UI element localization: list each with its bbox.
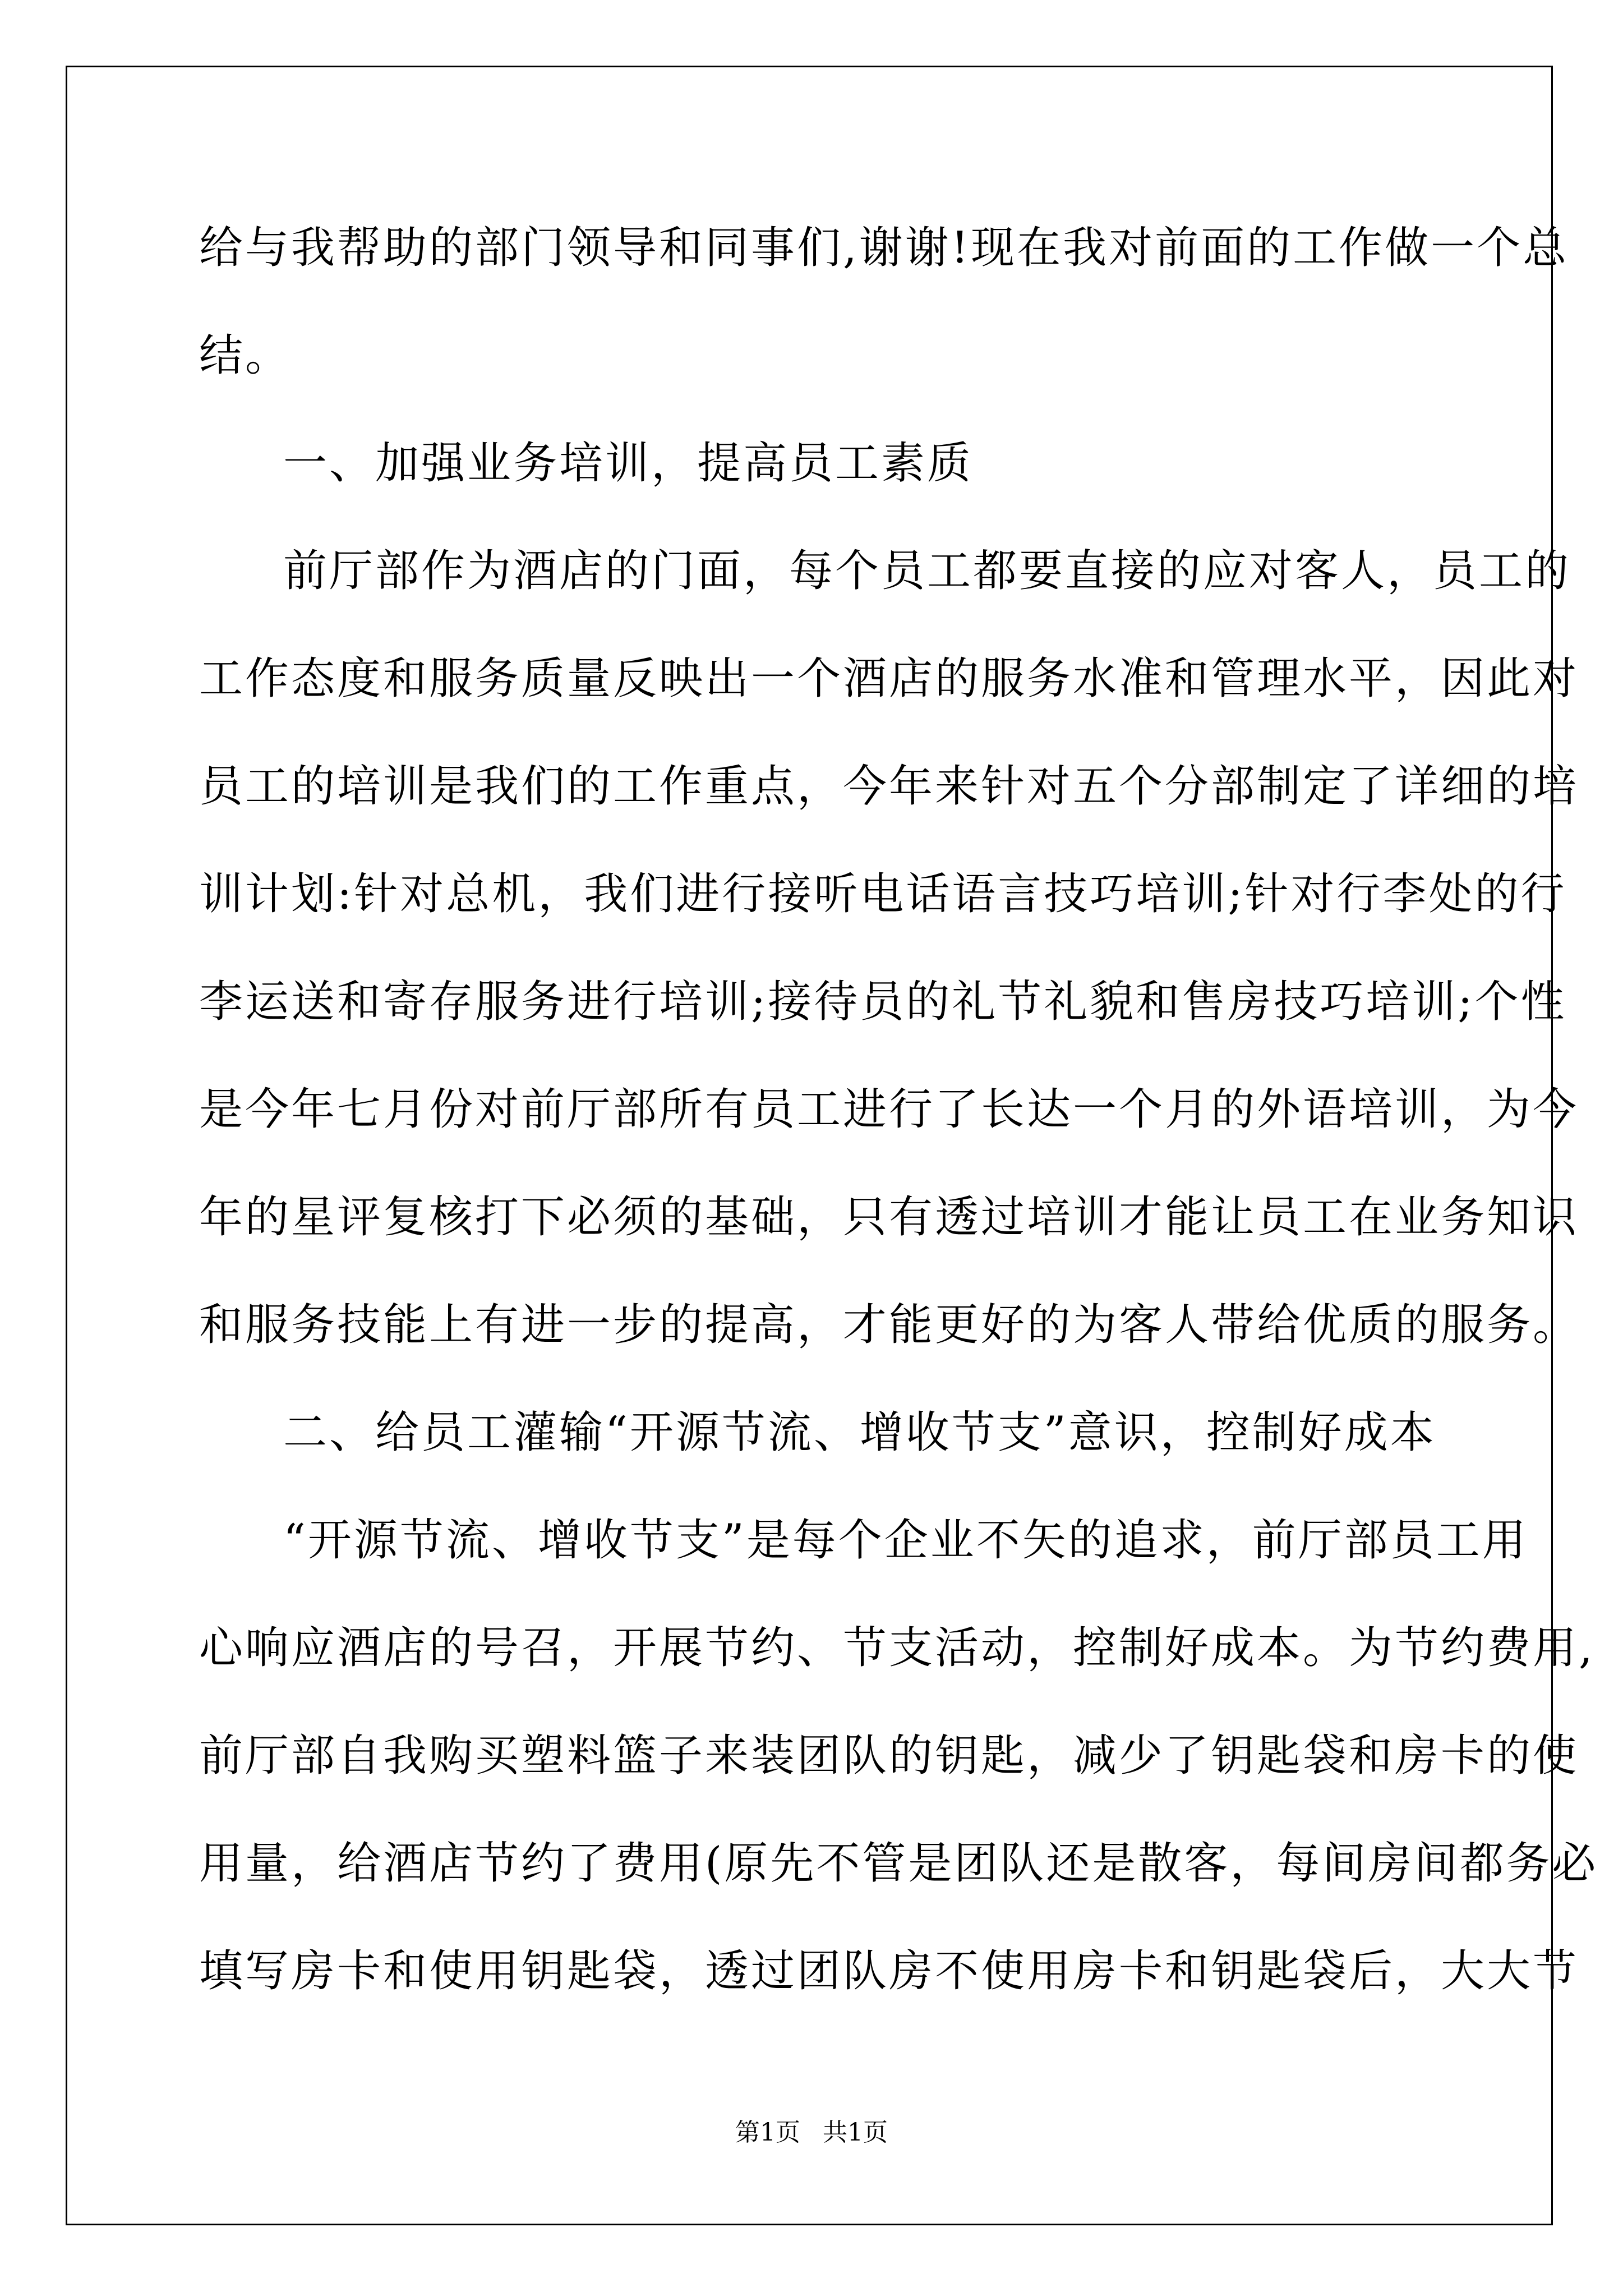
text-line: “开源节流、增收节支”是每个企业不矢的追求，前厅部员工用 (283, 1515, 1528, 1566)
page-footer (0, 2116, 1623, 2150)
text-line: 和服务技能上有进一步的提高，才能更好的为客人带给优质的服务。 (199, 1300, 1579, 1350)
text-line: 员工的培训是我们的工作重点，今年来针对五个分部制定了详细的培 (199, 761, 1579, 812)
text-line: 是今年七月份对前厅部所有员工进行了长达一个月的外语培训，为今 (199, 1084, 1579, 1135)
page-number: 第1页 (735, 2118, 800, 2147)
text-line: 前厅部自我购买塑料篮子来装团队的钥匙，减少了钥匙袋和房卡的使 (199, 1731, 1579, 1781)
page-border (66, 66, 1553, 2225)
text-line: 前厅部作为酒店的门面，每个员工都要直接的应对客人，员工的 (283, 546, 1571, 596)
section-heading: 一、加强业务培训，提高员工素质 (283, 438, 974, 489)
section-heading: 二、给员工灌输“开源节流、增收节支”意识，控制好成本 (283, 1407, 1436, 1458)
text-line: 用量，给酒店节约了费用(原先不管是团队还是散客，每间房间都务必 (199, 1838, 1598, 1889)
text-line: 年的星评复核打下必须的基础，只有透过培训才能让员工在业务知识 (199, 1192, 1579, 1243)
text-line: 结。 (199, 330, 292, 381)
text-line: 李运送和寄存服务进行培训;接待员的礼节礼貌和售房技巧培训;个性 (199, 977, 1567, 1027)
text-line: 填写房卡和使用钥匙袋，透过团队房不使用房卡和钥匙袋后，大大节 (199, 1946, 1579, 1996)
text-line: 工作态度和服务质量反映出一个酒店的服务水准和管理水平，因此对 (199, 654, 1579, 704)
text-line: 心响应酒店的号召，开展节约、节支活动，控制好成本。为节约费用, (199, 1623, 1595, 1673)
text-line: 训计划:针对总机，我们进行接听电话语言技巧培训;针对行李处的行 (199, 869, 1567, 919)
text-line: 给与我帮助的部门领导和同事们,谢谢!现在我对前面的工作做一个总 (199, 223, 1569, 273)
page-total: 共1页 (823, 2118, 888, 2147)
